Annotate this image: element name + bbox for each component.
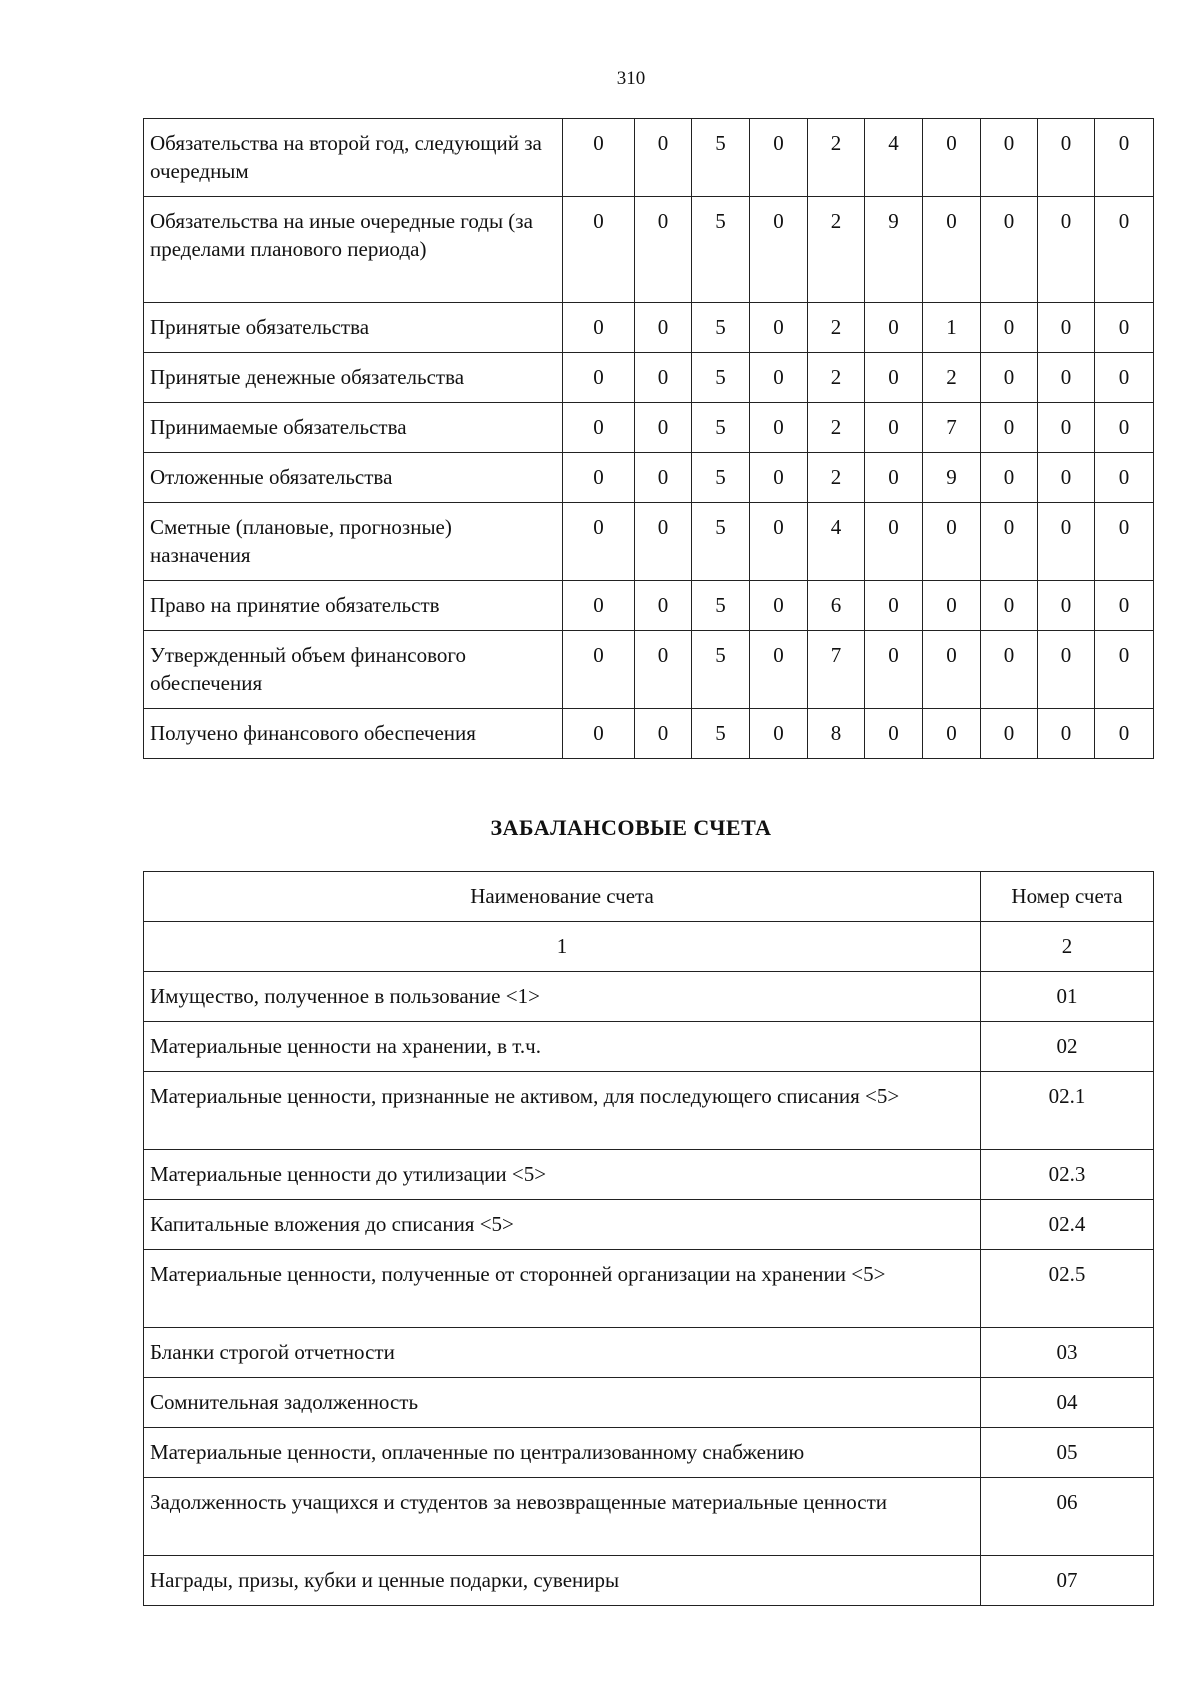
account-digit: 0 xyxy=(981,503,1038,581)
account-row xyxy=(144,631,1154,709)
account-digit: 0 xyxy=(1038,403,1095,453)
account-row xyxy=(144,303,1154,353)
account-digit: 5 xyxy=(692,709,750,759)
offbalance-account-name: Материальные ценности, полученные от сторонней организации на хранении <5> xyxy=(144,1250,981,1328)
header-account-name: Наименование счета xyxy=(144,872,981,922)
account-name: Право на принятие обязательств xyxy=(144,581,563,631)
column-number-1: 1 xyxy=(144,922,981,972)
account-digit: 0 xyxy=(635,197,692,303)
account-digit: 0 xyxy=(750,303,808,353)
account-digit: 2 xyxy=(808,403,865,453)
account-name: Отложенные обязательства xyxy=(144,453,563,503)
account-digit: 0 xyxy=(1095,709,1154,759)
account-digit: 0 xyxy=(563,119,635,197)
account-digit: 0 xyxy=(635,581,692,631)
account-digit: 0 xyxy=(865,353,923,403)
account-digit: 2 xyxy=(808,353,865,403)
account-digit: 0 xyxy=(750,631,808,709)
offbalance-row xyxy=(144,1072,1154,1150)
offbalance-account-name: Имущество, полученное в пользование <1> xyxy=(144,972,981,1022)
account-digit: 0 xyxy=(563,581,635,631)
offbalance-row xyxy=(144,1428,1154,1478)
account-digit: 0 xyxy=(750,709,808,759)
account-digit: 0 xyxy=(563,709,635,759)
account-digit: 0 xyxy=(750,353,808,403)
account-digit: 0 xyxy=(750,453,808,503)
offbalance-account-number: 03 xyxy=(981,1328,1154,1378)
account-digit: 0 xyxy=(981,709,1038,759)
offbalance-row xyxy=(144,1328,1154,1378)
account-name: Обязательства на второй год, следующий за очередным xyxy=(144,119,563,197)
account-digit: 0 xyxy=(981,197,1038,303)
offbalance-account-name: Материальные ценности на хранении, в т.ч. xyxy=(144,1022,981,1072)
offbalance-account-number: 07 xyxy=(981,1556,1154,1606)
offbalance-account-number: 01 xyxy=(981,972,1154,1022)
account-digit: 0 xyxy=(865,303,923,353)
account-digit: 0 xyxy=(750,197,808,303)
account-digit: 5 xyxy=(692,119,750,197)
accounts-table xyxy=(143,118,1154,759)
account-row xyxy=(144,581,1154,631)
account-digit: 0 xyxy=(865,581,923,631)
account-digit: 7 xyxy=(923,403,981,453)
offbalance-account-name: Капитальные вложения до списания <5> xyxy=(144,1200,981,1250)
account-digit: 0 xyxy=(923,119,981,197)
account-digit: 7 xyxy=(808,631,865,709)
offbalance-account-name: Сомнительная задолженность xyxy=(144,1378,981,1428)
header-account-number: Номер счета xyxy=(981,872,1154,922)
account-row xyxy=(144,403,1154,453)
account-name: Сметные (плановые, прогнозные) назначения xyxy=(144,503,563,581)
account-digit: 0 xyxy=(923,503,981,581)
account-digit: 0 xyxy=(1095,403,1154,453)
account-digit: 0 xyxy=(1095,581,1154,631)
account-digit: 4 xyxy=(865,119,923,197)
offbalance-account-number: 02 xyxy=(981,1022,1154,1072)
account-digit: 0 xyxy=(1038,197,1095,303)
account-digit: 0 xyxy=(1095,303,1154,353)
account-digit: 0 xyxy=(923,581,981,631)
account-digit: 0 xyxy=(981,353,1038,403)
account-digit: 0 xyxy=(865,709,923,759)
account-digit: 0 xyxy=(750,403,808,453)
header-row xyxy=(144,872,1154,922)
account-digit: 1 xyxy=(923,303,981,353)
offbalance-row xyxy=(144,1150,1154,1200)
account-digit: 0 xyxy=(1038,453,1095,503)
offbalance-account-number: 02.3 xyxy=(981,1150,1154,1200)
account-digit: 0 xyxy=(563,197,635,303)
account-digit: 0 xyxy=(923,631,981,709)
account-digit: 0 xyxy=(635,119,692,197)
account-digit: 5 xyxy=(692,453,750,503)
account-digit: 0 xyxy=(750,119,808,197)
offbalance-account-name: Бланки строгой отчетности xyxy=(144,1328,981,1378)
account-digit: 0 xyxy=(635,353,692,403)
account-digit: 8 xyxy=(808,709,865,759)
account-name: Принятые денежные обязательства xyxy=(144,353,563,403)
account-digit: 6 xyxy=(808,581,865,631)
account-digit: 0 xyxy=(981,303,1038,353)
offbalance-account-name: Материальные ценности, оплаченные по централизованному снабжению xyxy=(144,1428,981,1478)
account-digit: 0 xyxy=(981,453,1038,503)
account-digit: 0 xyxy=(1038,709,1095,759)
account-digit: 0 xyxy=(635,503,692,581)
account-digit: 5 xyxy=(692,353,750,403)
account-digit: 0 xyxy=(1038,503,1095,581)
account-digit: 0 xyxy=(563,453,635,503)
account-digit: 0 xyxy=(1038,631,1095,709)
account-digit: 0 xyxy=(635,403,692,453)
offbalance-row xyxy=(144,1378,1154,1428)
account-digit: 0 xyxy=(635,709,692,759)
account-digit: 0 xyxy=(923,197,981,303)
column-number-2: 2 xyxy=(981,922,1154,972)
account-digit: 5 xyxy=(692,581,750,631)
account-digit: 0 xyxy=(1095,453,1154,503)
account-digit: 0 xyxy=(635,303,692,353)
account-digit: 0 xyxy=(1038,581,1095,631)
offbalance-table xyxy=(143,871,1154,1606)
offbalance-row xyxy=(144,1478,1154,1556)
offbalance-account-number: 04 xyxy=(981,1378,1154,1428)
offbalance-account-number: 05 xyxy=(981,1428,1154,1478)
account-digit: 0 xyxy=(865,503,923,581)
account-digit: 5 xyxy=(692,303,750,353)
account-row xyxy=(144,453,1154,503)
account-digit: 5 xyxy=(692,197,750,303)
account-digit: 0 xyxy=(563,303,635,353)
offbalance-account-name: Задолженность учащихся и студентов за невозвращенные материальные ценности xyxy=(144,1478,981,1556)
account-digit: 2 xyxy=(923,353,981,403)
account-digit: 0 xyxy=(865,453,923,503)
account-digit: 0 xyxy=(865,631,923,709)
account-digit: 0 xyxy=(1095,631,1154,709)
account-digit: 0 xyxy=(1095,119,1154,197)
offbalance-account-number: 06 xyxy=(981,1478,1154,1556)
account-digit: 0 xyxy=(563,631,635,709)
account-digit: 0 xyxy=(1038,119,1095,197)
account-digit: 0 xyxy=(1095,353,1154,403)
offbalance-account-name: Материальные ценности до утилизации <5> xyxy=(144,1150,981,1200)
account-digit: 9 xyxy=(923,453,981,503)
account-digit: 5 xyxy=(692,503,750,581)
account-digit: 0 xyxy=(750,581,808,631)
account-name: Утвержденный объем финансового обеспечения xyxy=(144,631,563,709)
account-digit: 0 xyxy=(981,631,1038,709)
account-digit: 5 xyxy=(692,403,750,453)
account-digit: 2 xyxy=(808,197,865,303)
account-digit: 0 xyxy=(865,403,923,453)
account-digit: 5 xyxy=(692,631,750,709)
column-number-row xyxy=(144,922,1154,972)
account-row xyxy=(144,503,1154,581)
account-digit: 0 xyxy=(981,403,1038,453)
account-name: Обязательства на иные очередные годы (за пределами планового периода) xyxy=(144,197,563,303)
account-name: Принимаемые обязательства xyxy=(144,403,563,453)
account-name: Принятые обязательства xyxy=(144,303,563,353)
account-digit: 0 xyxy=(750,503,808,581)
account-row xyxy=(144,353,1154,403)
offbalance-row xyxy=(144,1022,1154,1072)
account-digit: 0 xyxy=(563,503,635,581)
account-digit: 0 xyxy=(635,631,692,709)
page-number: 310 xyxy=(616,68,646,89)
account-digit: 2 xyxy=(808,453,865,503)
account-name: Получено финансового обеспечения xyxy=(144,709,563,759)
offbalance-account-name: Материальные ценности, признанные не активом, для последующего списания <5> xyxy=(144,1072,981,1150)
account-row xyxy=(144,119,1154,197)
account-digit: 0 xyxy=(981,581,1038,631)
offbalance-row xyxy=(144,1556,1154,1606)
offbalance-account-number: 02.4 xyxy=(981,1200,1154,1250)
account-row xyxy=(144,197,1154,303)
offbalance-row xyxy=(144,972,1154,1022)
account-digit: 0 xyxy=(563,403,635,453)
account-digit: 2 xyxy=(808,119,865,197)
offbalance-row xyxy=(144,1250,1154,1328)
account-digit: 0 xyxy=(923,709,981,759)
account-digit: 0 xyxy=(1095,503,1154,581)
account-digit: 0 xyxy=(1095,197,1154,303)
account-digit: 0 xyxy=(563,353,635,403)
offbalance-account-number: 02.1 xyxy=(981,1072,1154,1150)
account-digit: 0 xyxy=(1038,303,1095,353)
offbalance-account-number: 02.5 xyxy=(981,1250,1154,1328)
account-digit: 4 xyxy=(808,503,865,581)
offbalance-row xyxy=(144,1200,1154,1250)
account-digit: 0 xyxy=(981,119,1038,197)
section-title: ЗАБАЛАНСОВЫЕ СЧЕТА xyxy=(490,815,772,840)
offbalance-account-name: Награды, призы, кубки и ценные подарки, сувениры xyxy=(144,1556,981,1606)
account-row xyxy=(144,709,1154,759)
account-digit: 0 xyxy=(635,453,692,503)
account-digit: 0 xyxy=(1038,353,1095,403)
account-digit: 9 xyxy=(865,197,923,303)
account-digit: 2 xyxy=(808,303,865,353)
